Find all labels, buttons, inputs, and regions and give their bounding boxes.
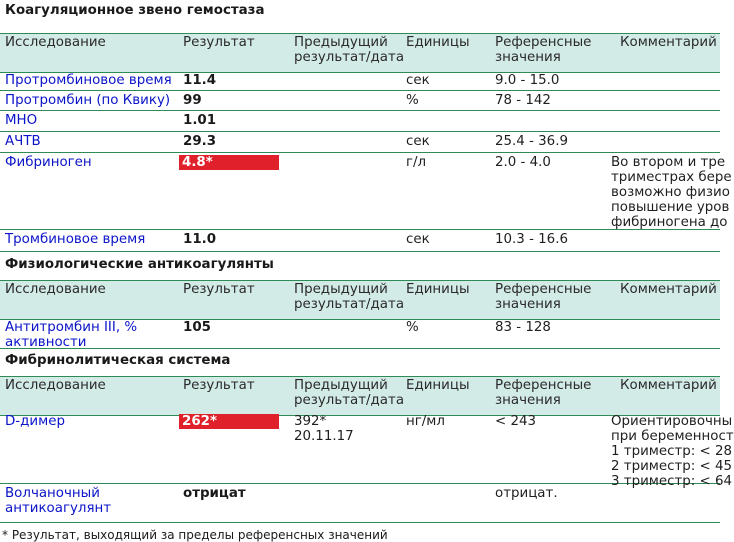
column-header: Результат bbox=[183, 378, 255, 393]
test-name-link[interactable]: Протромбин (по Квику) bbox=[5, 93, 171, 108]
unit: нг/мл bbox=[406, 414, 445, 429]
column-header: Референсные значения bbox=[495, 35, 592, 65]
unit: сек bbox=[406, 134, 430, 149]
result-value: 29.3 bbox=[183, 134, 217, 149]
reference-range: 25.4 - 36.9 bbox=[495, 134, 568, 149]
table-header bbox=[0, 280, 720, 320]
result-value: 11.4 bbox=[183, 73, 217, 88]
column-header: Результат bbox=[183, 282, 255, 297]
test-name-link[interactable]: АЧТВ bbox=[5, 134, 41, 149]
table-row bbox=[0, 230, 720, 252]
unit: % bbox=[406, 320, 419, 335]
column-header: Комментарий bbox=[620, 378, 717, 393]
previous-result: 392* 20.11.17 bbox=[294, 414, 354, 444]
reference-range: 78 - 142 bbox=[495, 93, 551, 108]
column-header: Исследование bbox=[5, 282, 106, 297]
result-value: 105 bbox=[183, 320, 211, 335]
column-header: Комментарий bbox=[620, 282, 717, 297]
reference-range: 9.0 - 15.0 bbox=[495, 73, 560, 88]
column-header: Исследование bbox=[5, 35, 106, 50]
table-row bbox=[0, 484, 720, 523]
unit: г/л bbox=[406, 155, 427, 170]
result-value: 262* bbox=[182, 414, 217, 429]
comment: Во втором и тре триместрах бере возможно физио повышение уров фибриногена до bbox=[611, 155, 732, 230]
abnormal-result-flag bbox=[179, 414, 279, 429]
column-header: Исследование bbox=[5, 378, 106, 393]
test-name-link[interactable]: Антитромбин III, % активности bbox=[5, 320, 138, 350]
test-name-link[interactable]: Фибриноген bbox=[5, 155, 92, 170]
column-header: Референсные значения bbox=[495, 378, 592, 408]
reference-range: < 243 bbox=[495, 414, 537, 429]
column-header: Результат bbox=[183, 35, 255, 50]
result-value: 1.01 bbox=[183, 113, 217, 128]
unit: % bbox=[406, 93, 419, 108]
column-header: Референсные значения bbox=[495, 282, 592, 312]
result-value: 99 bbox=[183, 93, 202, 108]
column-header: Единицы bbox=[406, 282, 470, 297]
table-row bbox=[0, 153, 732, 230]
table-row bbox=[0, 318, 720, 349]
column-header: Предыдущий результат/дата bbox=[294, 378, 405, 408]
test-name-link[interactable]: МНО bbox=[5, 113, 38, 128]
reference-range: 83 - 128 bbox=[495, 320, 551, 335]
test-name-link[interactable]: Волчаночный антикоагулянт bbox=[5, 486, 112, 516]
column-header: Единицы bbox=[406, 378, 470, 393]
table-row bbox=[0, 71, 720, 91]
reference-range: 2.0 - 4.0 bbox=[495, 155, 551, 170]
reference-range: 10.3 - 16.6 bbox=[495, 232, 568, 247]
table-row bbox=[0, 412, 734, 489]
section-title: Физиологические антикоагулянты bbox=[5, 257, 274, 272]
unit: сек bbox=[406, 232, 430, 247]
unit: сек bbox=[406, 73, 430, 88]
test-name-link[interactable]: Протромбиновое время bbox=[5, 73, 172, 88]
result-value: 11.0 bbox=[183, 232, 217, 247]
reference-range: отрицат. bbox=[495, 486, 558, 501]
result-value: 4.8* bbox=[182, 155, 213, 170]
column-header: Предыдущий результат/дата bbox=[294, 35, 405, 65]
table-header bbox=[0, 376, 720, 416]
section-title: Фибринолитическая система bbox=[5, 353, 231, 368]
comment: Ориентировочны при беременност 1 триместр: < 28 2 триместр: < 45 3 триместр: < 64 bbox=[611, 414, 734, 489]
column-header: Предыдущий результат/дата bbox=[294, 282, 405, 312]
footnote: * Результат, выходящий за пределы референсных значений bbox=[2, 528, 388, 542]
column-header: Комментарий bbox=[620, 35, 717, 50]
table-row bbox=[0, 111, 720, 132]
table-header bbox=[0, 33, 720, 73]
section-title: Коагуляционное звено гемостаза bbox=[5, 3, 265, 18]
table-row bbox=[0, 91, 720, 111]
column-header: Единицы bbox=[406, 35, 470, 50]
result-value: отрицат bbox=[183, 486, 246, 501]
table-row bbox=[0, 132, 720, 153]
test-name-link[interactable]: D-димер bbox=[5, 414, 65, 429]
test-name-link[interactable]: Тромбиновое время bbox=[5, 232, 146, 247]
abnormal-result-flag bbox=[179, 155, 279, 170]
